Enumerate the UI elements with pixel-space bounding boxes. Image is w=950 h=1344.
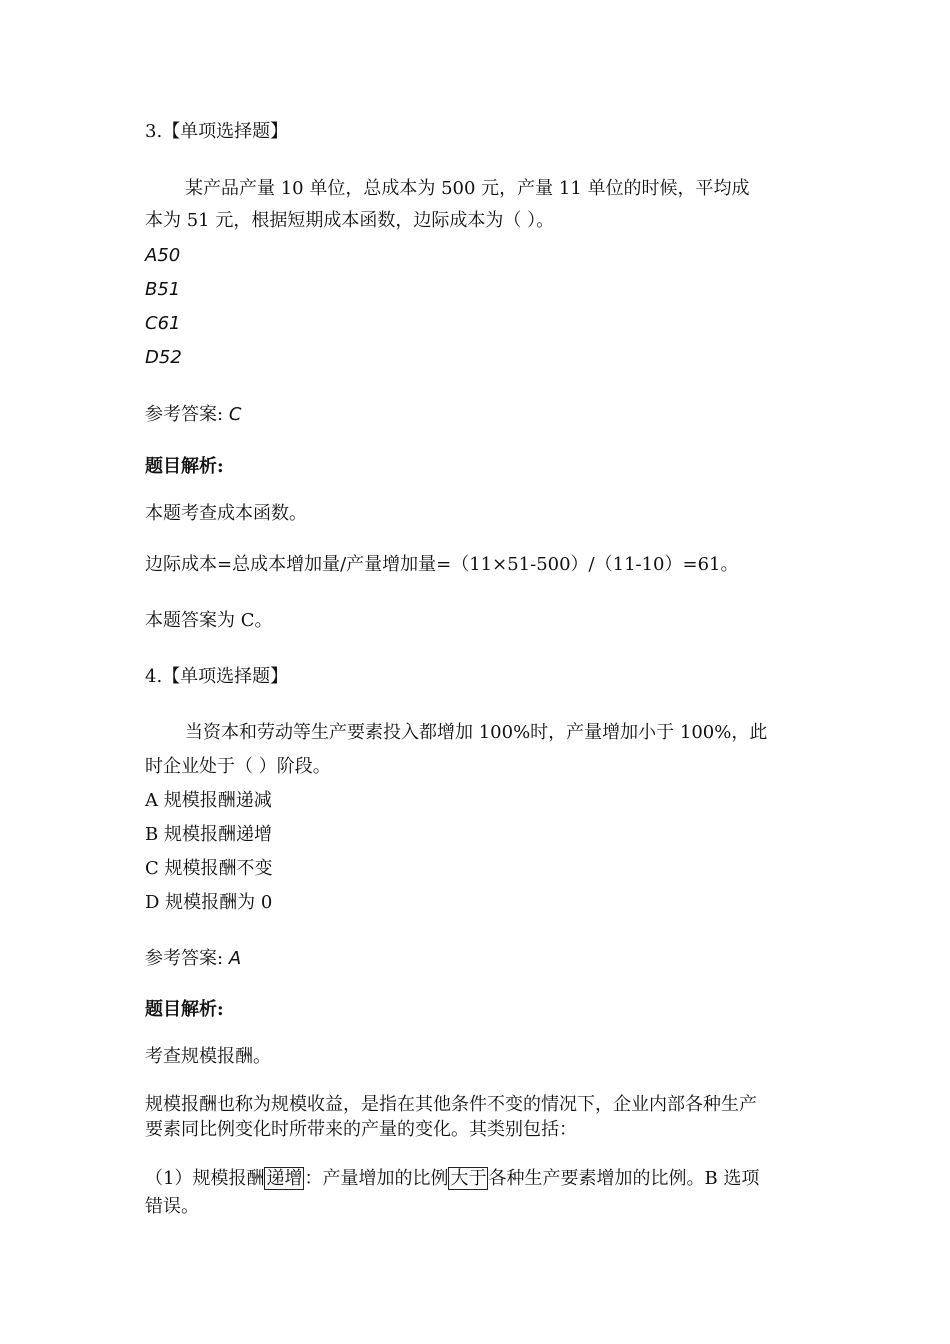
- q4-answer-value: A: [228, 948, 242, 969]
- q3-option-d: D52: [145, 347, 182, 368]
- q3-header: 3.【单项选择题】: [145, 121, 289, 142]
- q4-item1-prefix: （1）规模报酬: [145, 1168, 265, 1189]
- q4-item1-suffix: 各种生产要素增加的比例。B 选项: [488, 1168, 760, 1189]
- q4-option-d: D 规模报酬为 0: [145, 892, 273, 913]
- q3-analysis-line3: 本题答案为 C。: [145, 610, 273, 631]
- q3-stem-line1: 某产品产量 10 单位，总成本为 500 元，产量 11 单位的时候，平均成: [185, 178, 750, 199]
- q4-item1-boxed-increase: 递增: [266, 1168, 303, 1189]
- q3-option-c: C61: [145, 313, 181, 334]
- q4-item1-line2: 错误。: [145, 1196, 199, 1217]
- q4-stem-line1: 当资本和劳动等生产要素投入都增加 100%时，产量增加小于 100%，此: [185, 722, 768, 743]
- q3-answer-value: C: [228, 404, 242, 425]
- q3-answer-label: 参考答案:: [145, 404, 224, 425]
- q3-stem-line2: 本为 51 元，根据短期成本函数，边际成本为（ ）。: [145, 210, 555, 231]
- q4-option-a: A 规模报酬递减: [145, 790, 272, 811]
- q4-header: 4.【单项选择题】: [145, 666, 289, 687]
- q4-option-c: C 规模报酬不变: [145, 858, 273, 879]
- q4-item1-boxed-greater: 大于: [450, 1168, 487, 1189]
- q3-option-a: A50: [145, 245, 181, 266]
- q3-option-b: B51: [145, 279, 181, 300]
- q3-analysis-line2: 边际成本=总成本增加量/产量增加量=（11×51-500）/（11-10）=61。: [145, 554, 739, 575]
- q4-option-b: B 规模报酬递增: [145, 824, 272, 845]
- q4-item1-line1: [145, 1167, 759, 1191]
- q3-analysis-line1: 本题考查成本函数。: [145, 503, 307, 524]
- q4-answer-label: 参考答案:: [145, 948, 224, 969]
- q4-analysis-intro: 考查规模报酬。: [145, 1046, 271, 1067]
- q4-analysis-label: 题目解析:: [145, 999, 224, 1020]
- q4-definition-line1: 规模报酬也称为规模收益，是指在其他条件不变的情况下，企业内部各种生产: [145, 1094, 757, 1115]
- q4-stem-line2: 时企业处于（ ）阶段。: [145, 756, 331, 777]
- q3-analysis-label: 题目解析:: [145, 456, 224, 477]
- q4-item1-middle: ：产量增加的比例: [304, 1168, 449, 1189]
- q3-answer: [145, 403, 241, 427]
- q4-answer: [145, 947, 241, 971]
- q4-definition-line2: 要素同比例变化时所带来的产量的变化。其类别包括：: [145, 1119, 577, 1140]
